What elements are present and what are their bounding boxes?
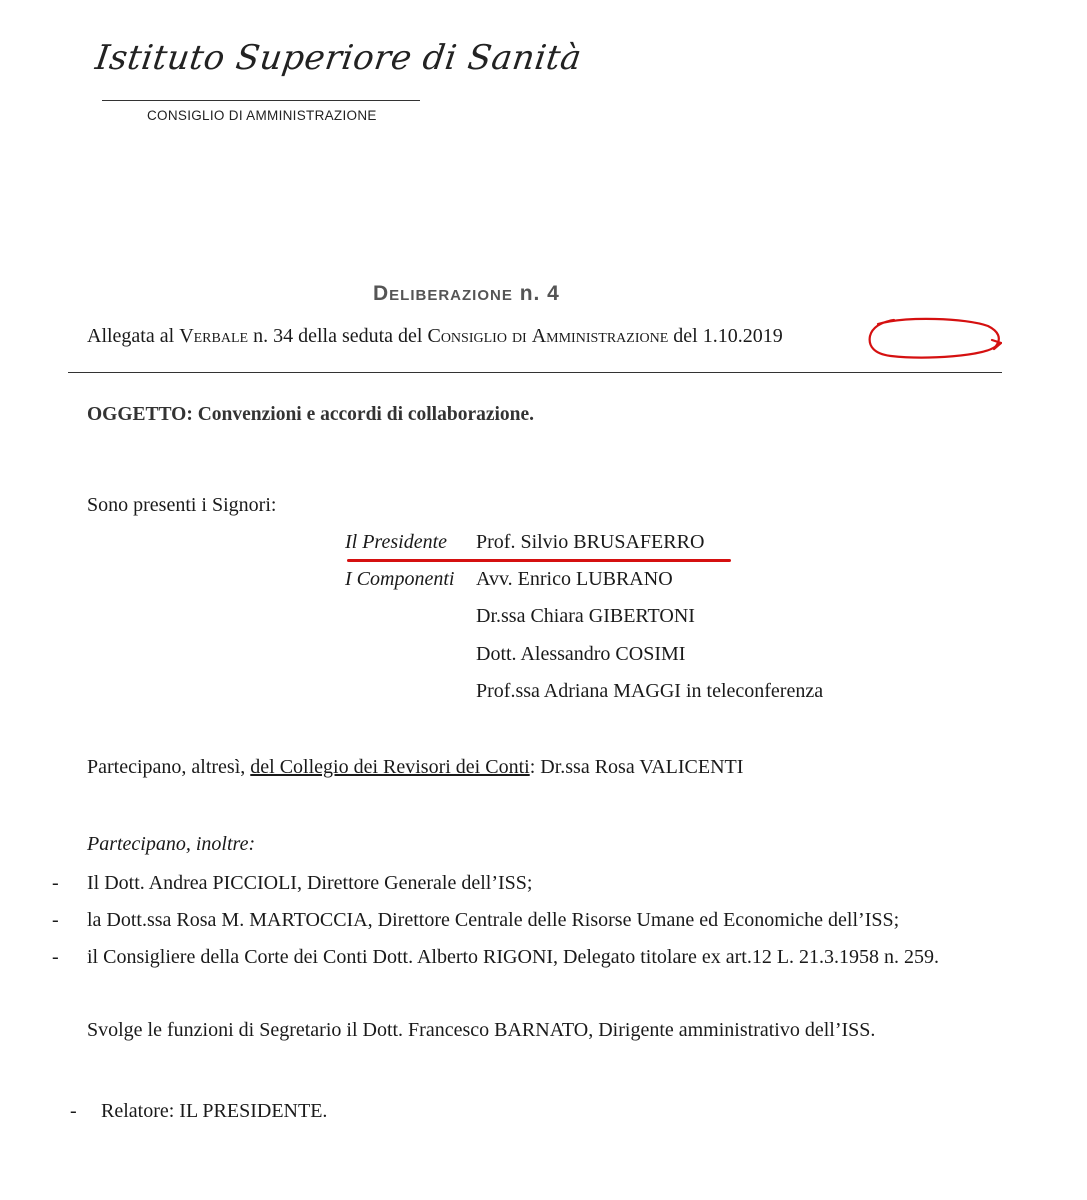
session-date: 1.10.2019 [702, 325, 783, 347]
attached-prefix: Allegata al [87, 325, 175, 347]
date-circle-annotation [866, 316, 1002, 360]
list-dash: - [52, 909, 59, 931]
auditors-line [87, 756, 743, 779]
president-role: Il Presidente [345, 531, 448, 553]
list-dash: - [52, 872, 59, 894]
list-item: il Consigliere della Corte dei Conti Dott. Alberto RIGONI, Delegato titolare ex art.12 L. 21.3.1958 n. 259. [87, 946, 940, 968]
deliberation-number: n. 4 [519, 282, 560, 305]
subject-line: OGGETTO: Convenzioni e accordi di collaborazione. [87, 404, 535, 425]
council-word-1: Consiglio [427, 325, 507, 347]
council-word-2: di [511, 325, 527, 347]
list-item: Il Dott. Andrea PICCIOLI, Direttore Generale dell’ISS; [87, 872, 533, 894]
present-intro: Sono presenti i Signori: [87, 494, 277, 516]
auditors-board: del Collegio dei Revisori dei Conti [250, 756, 530, 778]
council-heading: CONSIGLIO DI AMMINISTRAZIONE [147, 108, 377, 123]
member-item: Avv. Enrico LUBRANO [476, 568, 673, 590]
verbale-word: Verbale [179, 325, 249, 347]
president-name: Prof. Silvio BRUSAFERRO [476, 531, 705, 553]
institute-logo: Istituto Superiore di Sanità [93, 38, 585, 78]
list-dash: - [70, 1100, 77, 1122]
secretary-line: Svolge le funzioni di Segretario il Dott. Francesco BARNATO, Dirigente amministrativo dell’ISS. [87, 1019, 876, 1041]
del-word: del [673, 325, 698, 347]
deliberation-word: Deliberazione [373, 282, 513, 305]
auditors-prefix: Partecipano, altresì, [87, 756, 246, 778]
list-item: la Dott.ssa Rosa M. MARTOCCIA, Direttore Centrale delle Risorse Umane ed Economiche dell’ISS; [87, 909, 900, 931]
member-item: Dott. Alessandro COSIMI [476, 643, 686, 665]
rapporteur-line: Relatore: IL PRESIDENTE. [101, 1100, 328, 1122]
attached-line [87, 325, 783, 348]
section-divider [68, 372, 1002, 373]
also-intro: Partecipano, inoltre: [87, 833, 256, 855]
verbale-number: n. 34 della seduta del [253, 325, 423, 347]
list-dash: - [52, 946, 59, 968]
president-underline-annotation [347, 559, 731, 562]
members-role: I Componenti [345, 568, 455, 590]
deliberation-title [373, 282, 560, 306]
letterhead-divider [102, 100, 420, 101]
member-item: Dr.ssa Chiara GIBERTONI [476, 605, 695, 627]
auditors-name: : Dr.ssa Rosa VALICENTI [529, 756, 744, 778]
member-item: Prof.ssa Adriana MAGGI in teleconferenza [476, 680, 824, 702]
council-word-3: Amministrazione [531, 325, 669, 347]
